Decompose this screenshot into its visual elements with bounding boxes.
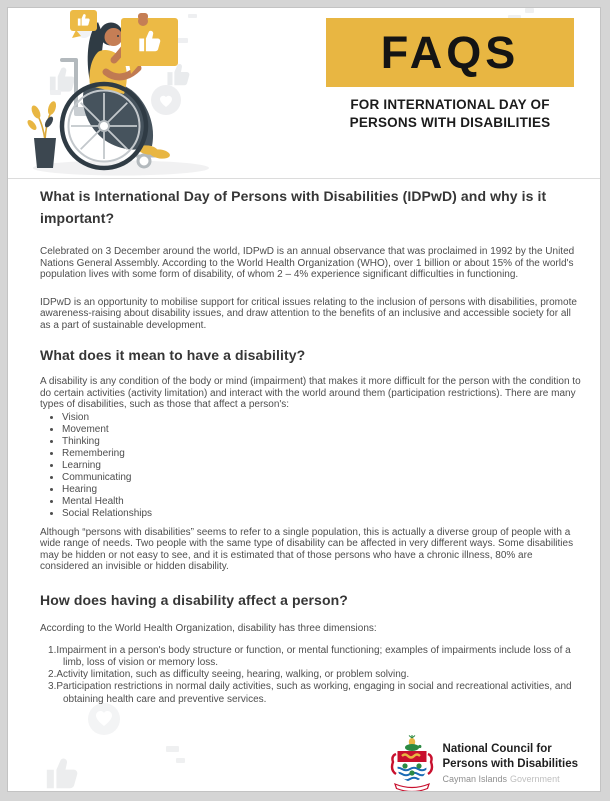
footer-logo	[390, 735, 578, 791]
footer-text	[443, 742, 578, 785]
list-item: • Hearing	[62, 484, 582, 496]
question-1-paragraph-1: Celebrated on 3 December around the world, IDPwD is an annual observance that was proclaimed in 1992 by the United Nations General Assembly. According to the World Health Organization (WHO), over 1 billion or about 15% of the world's population lives with some form of disability, of whom 2 – 4% experience significant difficulties in functioning.	[40, 246, 575, 281]
divider-line	[8, 178, 600, 179]
thumbs-up-sign	[121, 13, 178, 74]
list-item: Activity limitation, such as difficulty seeing, hearing, walking, or problem solving.	[56, 669, 410, 681]
question-3-heading: How does having a disability affect a person?	[40, 591, 348, 608]
list-item: • Learning	[62, 460, 582, 472]
question-2-closing: Although “persons with disabilities” seems to refer to a single population, this is actually a diverse group of people with a wide range of needs. Two people with the same type of disability can be affected in very different ways. Some disabilities may be hidden or not easy to see, and it is estimated that of those persons who have a chronic illness, 80% are considered an invisible or hidden disability.	[40, 526, 574, 573]
question-1-heading: What is International Day of Persons with Disabilities (IDPwD) and why is it important?	[40, 188, 547, 226]
thumbs-up-watermark-icon	[42, 753, 86, 792]
document-page	[7, 7, 601, 792]
heart-watermark-icon	[86, 701, 126, 741]
list-item: Impairment in a person's body structure or function, or mental functioning; examples of impairments include loss of a limb, loss of vision or memory loss.	[56, 644, 571, 668]
banner-subtitle	[316, 96, 584, 132]
gov-caption	[443, 774, 578, 784]
org-name-line-1: National Council for	[442, 742, 552, 755]
list-item: • Remembering	[62, 448, 582, 460]
banner-subtitle-line-1: FOR INTERNATIONAL DAY OF	[350, 97, 550, 112]
list-item: • Communicating	[62, 472, 582, 484]
banner-subtitle-line-2: PERSONS WITH DISABILITIES	[349, 114, 551, 130]
cayman-islands-crest-icon	[390, 735, 434, 791]
org-name-line-2: Persons with Disabilities	[442, 757, 578, 770]
decorative-shapes	[166, 746, 196, 768]
list-item: • Mental Health	[62, 496, 582, 508]
question-1-paragraph-2: IDPwD is an opportunity to mobilise support for critical issues relating to the inclusion of persons with disabilities, promote awareness-raising about disability issues, and draw attention to the benefits of an inclusive and accessible society for all as a part of sustainable development.	[40, 296, 577, 331]
disability-dimensions-list	[40, 645, 582, 706]
question-3-intro: According to the World Health Organization, disability has three dimensions:	[40, 623, 377, 635]
document-body	[40, 186, 582, 706]
question-2-intro: A disability is any condition of the body or mind (impairment) that makes it more difficult for the person with the condition to do certain activities (activity limitation) and interact with the world around them (participation restrictions). There are many types of disabilities, such as those that affect a person's:	[40, 376, 581, 411]
faqs-banner	[326, 18, 574, 87]
list-item: • Vision	[62, 412, 582, 424]
disability-types-list	[40, 412, 582, 520]
gov-caption-light: Government	[510, 774, 560, 785]
list-item: • Social Relationships	[62, 508, 582, 520]
question-2-heading: What does it mean to have a disability?	[40, 347, 306, 364]
list-item: • Movement	[62, 424, 582, 436]
plant	[26, 100, 58, 168]
list-item: Participation restrictions in normal daily activities, such as working, engaging in social and recreational activities, and obtaining health care and preventive services.	[56, 681, 572, 705]
gov-caption-dark: Cayman Islands	[442, 774, 508, 785]
wheelchair-thumbs-up-illustration	[26, 8, 241, 180]
list-item: • Thinking	[62, 436, 582, 448]
banner-title: FAQS	[380, 26, 520, 78]
